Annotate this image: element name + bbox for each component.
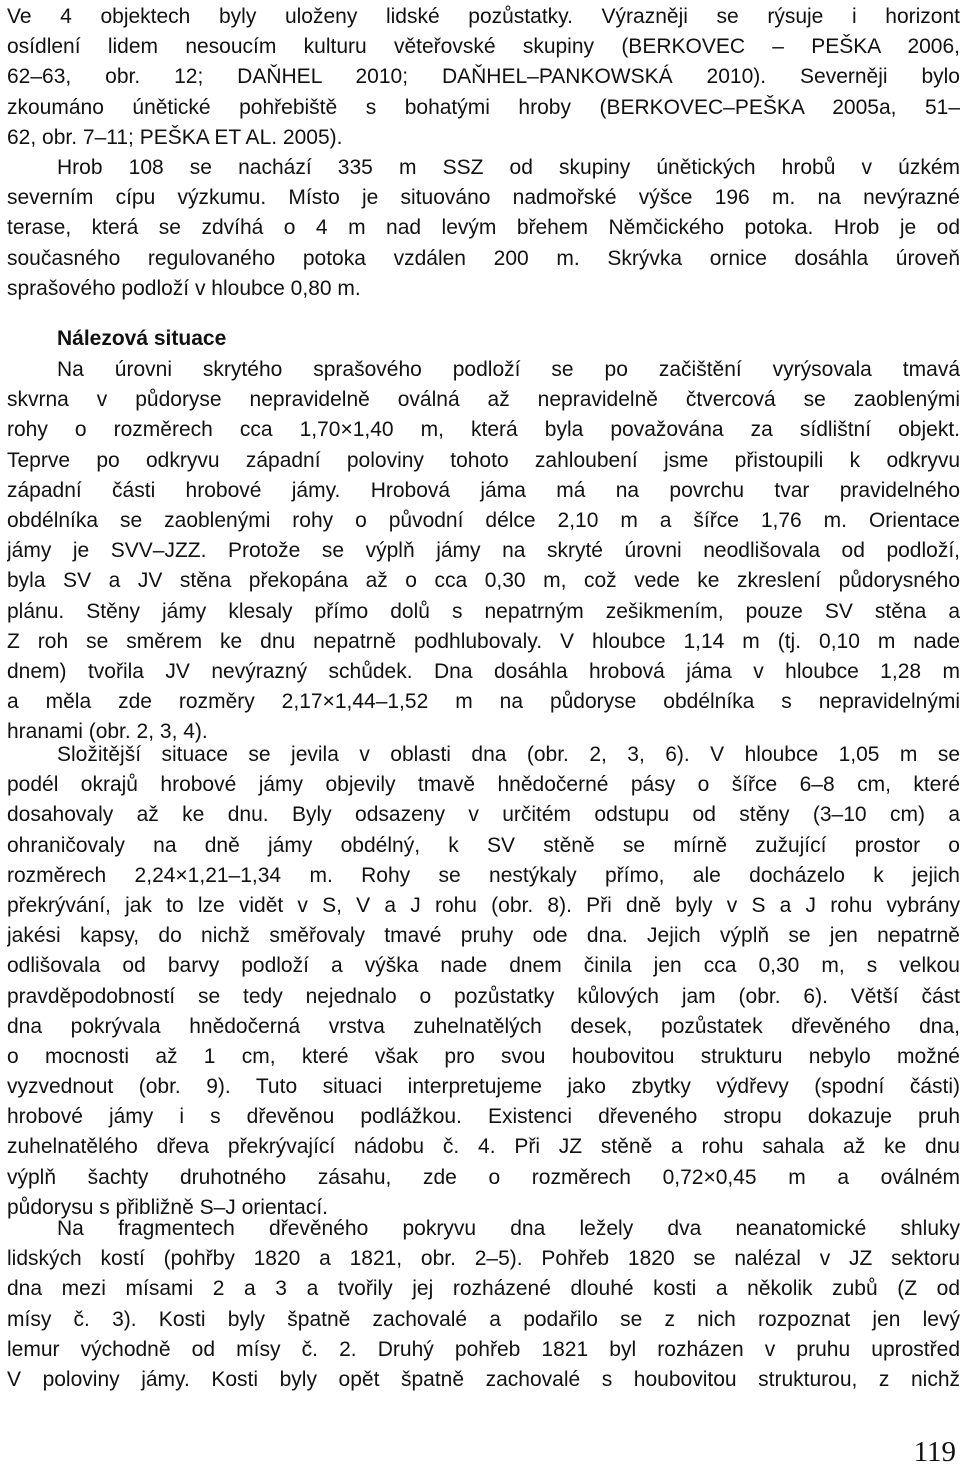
text-line: plánu. Stěny jámy klesaly přímo dolů s nepatrným zešikmením, pouze SV stěna a xyxy=(7,599,960,623)
text-line: sprašového podloží v hloubce 0,80 m. xyxy=(7,276,361,300)
text-line: překrývání, jak to lze vidět v S, V a J rohu (obr. 8). Při dně byly v S a J rohu vybrány xyxy=(7,893,960,917)
page-number: 119 xyxy=(913,1436,956,1468)
text-line: hrobové jámy i s dřevěnou podlážkou. Existenci dřeveného stropu dokazuje pruh xyxy=(7,1105,960,1129)
text-line: lemur východně od mísy č. 2. Druhý pohřeb 1821 byl rozházen v pruhu uprostřed xyxy=(7,1337,960,1361)
text-line: lidských kostí (pohřby 1820 a 1821, obr. 2–5). Pohřeb 1820 se nalézal v JZ sektoru xyxy=(7,1247,960,1271)
text-line: současného regulovaného potoka vzdálen 200 m. Skrývka ornice dosáhla úroveň xyxy=(7,246,960,270)
text-line: hranami (obr. 2, 3, 4). xyxy=(7,720,208,744)
text-line: byla SV a JV stěna překopána až o cca 0,30 m, což vede ke zkreslení půdorysného xyxy=(7,569,960,593)
text-line: dna mezi mísami 2 a 3 a tvořily jej rozházené dlouhé kosti a několik zubů (Z od xyxy=(7,1277,960,1301)
text-line: 62–63, obr. 12; DAŇHEL 2010; DAŇHEL–PANKOWSKÁ 2010). Severněji bylo xyxy=(7,65,960,89)
text-line: rohy o rozměrech cca 1,70×1,40 m, která byla považována za sídlištní objekt. xyxy=(7,418,960,442)
text-line: podél okrajů hrobové jámy objevily tmavě hnědočerné pásy o šířce 6–8 cm, které xyxy=(7,773,960,797)
text-line: Složitější situace se jevila v oblasti dna (obr. 2, 3, 6). V hloubce 1,05 m se xyxy=(57,743,960,766)
text-line: dosahovaly až ke dnu. Byly odsazeny v určitém odstupu od stěny (3–10 cm) a xyxy=(7,803,960,827)
text-line: terase, která se zdvíhá o 4 m nad levým břehem Němčického potoka. Hrob je od xyxy=(7,216,960,240)
text-line: Ve 4 objektech byly uloženy lidské pozůstatky. Výrazněji se rýsuje i horizont xyxy=(7,5,960,28)
text-line: Na fragmentech dřevěného pokryvu dna ležely dva neanatomické shluky xyxy=(57,1217,960,1240)
text-line: V poloviny jámy. Kosti byly opět špatně zachovalé s houbovitou strukturou, z nichž xyxy=(7,1367,960,1391)
text-line: jámy je SVV–JZZ. Protože se výplň jámy na skryté úrovni neodlišovala od podloží, xyxy=(7,539,960,563)
text-line: vyzvednout (obr. 9). Tuto situaci interpretujeme jako zbytky výdřevy (spodní části) xyxy=(7,1075,960,1099)
text-line: severním cípu výzkumu. Místo je situováno nadmořské výšce 196 m. na nevýrazné xyxy=(7,186,960,210)
text-line: pravděpodobností se tedy nejednalo o pozůstatky kůlových jam (obr. 6). Větší část xyxy=(7,984,960,1008)
text-line: mísy č. 3). Kosti byly špatně zachovalé a podařilo se z nich rozpoznat jen levý xyxy=(7,1307,960,1331)
text-line: odlišovala od barvy podloží a výška nade dnem činila jen cca 0,30 m, s velkou xyxy=(7,954,960,978)
body-paragraph-3 xyxy=(7,1214,960,1395)
text-line: zkoumáno únětické pohřebiště s bohatými hroby (BERKOVEC–PEŠKA 2005a, 51– xyxy=(7,95,960,119)
text-line: a měla zde rozměry 2,17×1,44–1,52 m na půdoryse obdélníka s nepravidelnými xyxy=(7,690,960,714)
text-line: o mocnosti až 1 cm, které však pro svou houbovitou strukturu nebylo možné xyxy=(7,1044,960,1068)
section-heading: Nálezová situace xyxy=(57,327,227,350)
text-line: západní části hrobové jámy. Hrobová jáma má na povrchu tvar pravidelného xyxy=(7,478,960,502)
text-line: obdélníka se zaoblenými rohy o původní délce 2,10 m a šířce 1,76 m. Orientace xyxy=(7,508,960,532)
intro-paragraph xyxy=(7,2,960,304)
text-line: dnem) tvořila JV nevýrazný schůdek. Dna dosáhla hrobová jáma v hloubce 1,28 m xyxy=(7,659,960,683)
body-paragraph-2 xyxy=(7,740,960,1223)
text-line: zuhelnatělého dřeva překrývající nádobu č. 4. Při JZ stěně a rohu sahala až ke dnu xyxy=(7,1135,960,1159)
text-line: Teprve po odkryvu západní poloviny tohoto zahloubení jsme přistoupili k odkryvu xyxy=(7,448,960,472)
text-line: skvrna v půdoryse nepravidelně oválná až nepravidelně čtvercová se zaoblenými xyxy=(7,388,960,412)
text-line: ohraničovaly na dně jámy obdélný, k SV stěně se mírně zužující prostor o xyxy=(7,833,960,857)
body-paragraph-1 xyxy=(7,355,960,747)
text-line: Z roh se směrem ke dnu nepatrně podhlubovaly. V hloubce 1,14 m (tj. 0,10 m nade xyxy=(7,629,960,653)
text-line: rozměrech 2,24×1,21–1,34 m. Rohy se nestýkaly přímo, ale docházelo k jejich xyxy=(7,863,960,887)
text-line: Hrob 108 se nachází 335 m SSZ od skupiny únětických hrobů v úzkém xyxy=(57,155,960,179)
text-line: výplň šachty druhotného zásahu, zde o rozměrech 0,72×0,45 m a oválném xyxy=(7,1165,960,1189)
text-line: jakési kapsy, do nichž směřovaly tmavé pruhy ode dna. Jejich výplň se jen nepatrně xyxy=(7,924,960,948)
text-line: Na úrovni skrytého sprašového podloží se po začištění vyrýsovala tmavá xyxy=(57,358,960,381)
text-line: osídlení lidem nesoucím kulturu věteřovské skupiny (BERKOVEC – PEŠKA 2006, xyxy=(7,35,960,59)
text-line: dna pokrývala hnědočerná vrstva zuhelnatělých desek, pozůstatek dřevěného dna, xyxy=(7,1014,960,1038)
text-line: 62, obr. 7–11; PEŠKA ET AL. 2005). xyxy=(7,125,343,149)
text-line: půdorysu s přibližně S–J orientací. xyxy=(7,1195,328,1219)
